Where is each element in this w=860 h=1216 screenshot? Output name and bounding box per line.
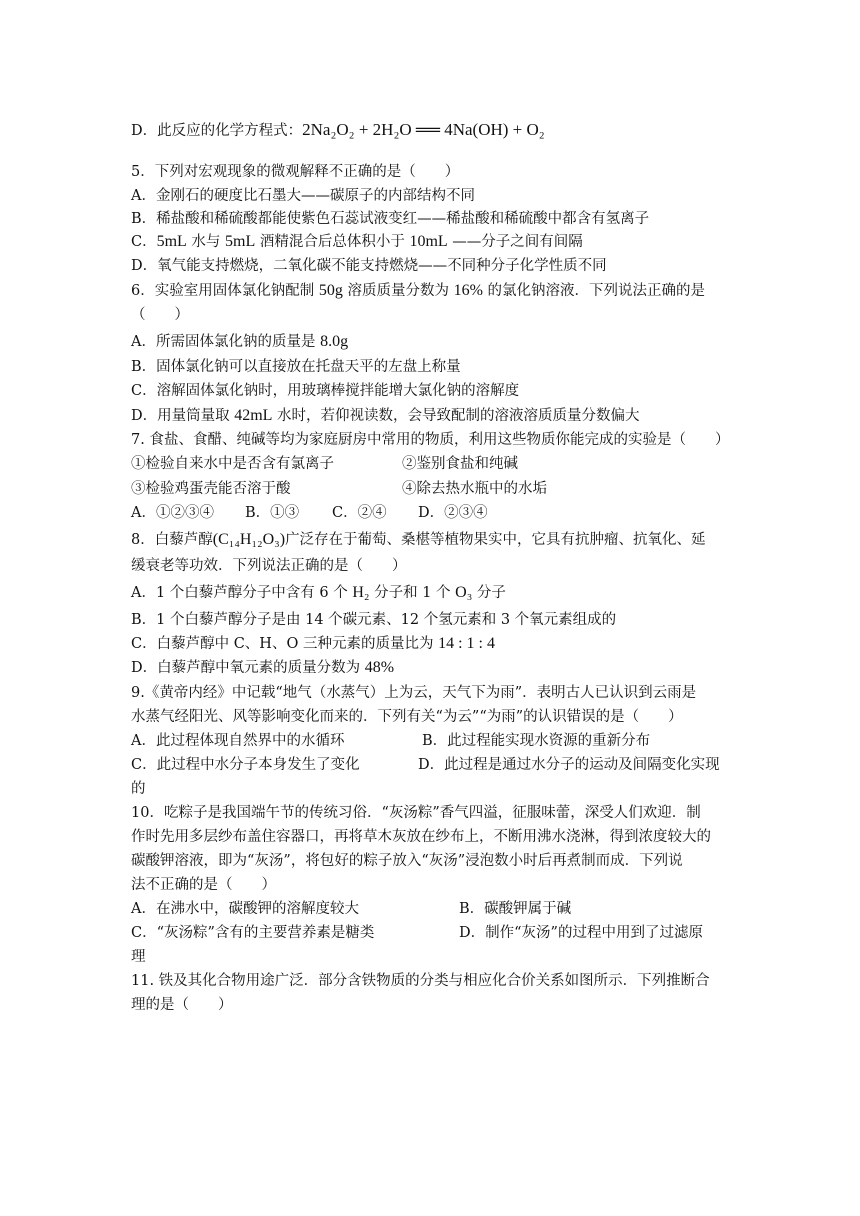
q5-option-a: A．金刚石的硬度比石墨大——碳原子的内部结构不同: [131, 188, 475, 204]
q8-option-d-percent: 48%: [364, 659, 395, 676]
q10-stem-line-1: 10．吃粽子是我国端午节的传统习俗．“灰汤粽”香气四溢，征服味蕾，深受人们欢迎．制: [131, 805, 701, 821]
q6-option-d: [131, 406, 640, 426]
q6-option-d-text-1: D．用量筒量取: [131, 408, 235, 424]
q8-option-c-text: C．白藜芦醇中 C、H、O 三种元素的质量比为: [131, 636, 439, 652]
q5-option-c-prefix: C．: [131, 234, 157, 250]
q9-option-c: C．此过程中水分子本身发生了变化: [131, 757, 360, 773]
q8-option-c-ratio: 14 : 1 : 4: [438, 635, 495, 652]
q5-option-b: B．稀盐酸和稀硫酸都能使紫色石蕊试液变红——稀盐酸和稀硫酸中都含有氢离子: [131, 211, 650, 227]
q8-option-d-text: D．白藜芦醇中氧元素的质量分数为: [131, 660, 365, 676]
q10-option-a: A．在沸水中，碳酸钾的溶解度较大: [131, 901, 359, 917]
q6-option-d-volume: 42mL: [234, 407, 273, 424]
q6-stem-text-1: 6．实验室用固体氯化钠配制: [131, 283, 319, 299]
q8-option-b: B．1 个白藜芦醇分子是由 14 个碳元素、12 个氢元素和 3 个氧元素组成的: [131, 612, 617, 628]
q6-percent: 16%: [453, 282, 483, 299]
q6-mass: 50g: [318, 282, 343, 299]
q7-option-c: C．②④: [332, 505, 387, 521]
q10-stem-line-2: 作时先用多层纱布盖住容器口，再将草木灰放在纱布上，不断用沸水浇淋，得到浓度较大的: [131, 829, 711, 845]
q8-option-a-text-1: A．1 个白藜芦醇分子中含有 6 个: [131, 585, 353, 601]
q10-option-d-continued: 理: [131, 949, 146, 965]
q5-stem: 5．下列对宏观现象的微观解释不正确的是（ ）: [131, 164, 460, 180]
q7-stem: 7. 食盐、食醋、纯碱等均为家庭厨房中常用的物质，利用这些物质你能完成的实验是（ ）: [131, 432, 730, 448]
q5-c-volume-alcohol: 5mL: [225, 233, 256, 250]
q9-option-d: D．此过程是通过水分子的运动及间隔变化实现: [418, 757, 720, 773]
q10-stem-line-4: 法不正确的是（ ）: [131, 877, 276, 893]
q6-stem-text-2: 溶质质量分数为: [342, 283, 454, 299]
q7-option-a: A．①②③④: [131, 505, 214, 521]
q8-stem-line-2: 缓衰老等功效．下列说法正确的是（ ）: [131, 558, 407, 574]
q7-item-4: ④除去热水瓶中的水垢: [402, 481, 547, 497]
q10-stem-line-3: 碳酸钾溶液，即为“灰汤”，将包好的粽子放入“灰汤”浸泡数小时后再煮制而成．下列说: [131, 853, 683, 869]
q5-option-c: [131, 232, 583, 252]
q5-c-text-2: 酒精混合后总体积小于: [255, 234, 410, 250]
q8-option-a-h2: H₂: [352, 584, 370, 601]
q4-equation: 2Na₂O₂ + 2H₂O ══ 4Na(OH) + O₂: [302, 120, 545, 139]
q7-item-1: ①检验自来水中是否含有氯离子: [131, 456, 334, 472]
q8-stem-text-2: 广泛存在于葡萄、桑椹等植物果实中，它具有抗肿瘤、抗氧化、延: [285, 532, 706, 548]
q11-stem-line-2: 理的是（ ）: [131, 997, 233, 1013]
q8-option-a: [131, 583, 506, 603]
q5-option-d: D．氧气能支持燃烧，二氧化碳不能支持燃烧——不同种分子化学性质不同: [131, 258, 607, 274]
q6-answer-paren: （ ）: [131, 307, 189, 323]
q10-option-c: C．“灰汤粽”含有的主要营养素是糖类: [131, 925, 375, 941]
q4-option-d: [131, 120, 545, 141]
q5-c-text-1: 水与: [186, 234, 226, 250]
q9-stem-line-2: 水蒸气经阳光、风等影响变化而来的．下列有关“为云”“为雨”的认识错误的是（ ）: [131, 709, 683, 725]
q7-option-b: B．①③: [245, 505, 300, 521]
q9-stem-line-1: 9.《黄帝内经》中记载“地气（水蒸气）上为云，天气下为雨”．表明古人已认识到云雨是: [131, 685, 697, 701]
q8-option-a-text-2: 分子和 1 个: [369, 585, 456, 601]
q4-option-d-label: D．此反应的化学方程式：: [131, 123, 303, 139]
q9-option-b: B．此过程能实现水资源的重新分布: [422, 733, 651, 749]
q9-option-d-continued: 的: [131, 781, 146, 797]
q6-option-b: B．固体氯化钠可以直接放在托盘天平的左盘上称量: [131, 359, 461, 375]
q6-option-a-mass: 8.0g: [320, 333, 349, 350]
q6-stem-text-3: 的氯化钠溶液．下列说法正确的是: [482, 283, 705, 299]
q7-item-2: ②鉴别食盐和纯碱: [402, 456, 518, 472]
q10-option-d: D．制作“灰汤”的过程中用到了过滤原: [459, 925, 703, 941]
q8-option-a-text-3: 分子: [472, 585, 506, 601]
q7-item-3: ③检验鸡蛋壳能否溶于酸: [131, 481, 291, 497]
q6-stem: [131, 281, 705, 301]
q5-c-text-3: ——分子之间有间隔: [447, 234, 583, 250]
q8-option-a-o3: O₃: [455, 584, 473, 601]
q5-c-volume-total: 10mL: [409, 233, 448, 250]
q10-option-b: B．碳酸钾属于碱: [459, 901, 572, 917]
q8-stem-text-1: 8．白藜芦醇: [131, 532, 213, 548]
q7-option-d: D．②③④: [418, 505, 488, 521]
q6-option-a: [131, 332, 348, 352]
q9-option-a: A．此过程体现自然界中的水循环: [131, 733, 345, 749]
q8-option-c: [131, 634, 495, 654]
q6-option-d-text-2: 水时，若仰视读数，会导致配制的溶液溶质质量分数偏大: [272, 408, 640, 424]
q6-option-c: C．溶解固体氯化钠时，用玻璃棒搅拌能增大氯化钠的溶解度: [131, 383, 520, 399]
q8-formula: (C₁₄H₁₂O₃): [212, 531, 286, 548]
q11-stem-line-1: 11. 铁及其化合物用途广泛．部分含铁物质的分类与相应化合价关系如图所示．下列推断合: [131, 973, 710, 989]
q5-c-volume-water: 5mL: [156, 233, 187, 250]
q8-stem: [131, 530, 706, 550]
q6-option-a-text: A．所需固体氯化钠的质量是: [131, 334, 321, 350]
q8-option-d: [131, 658, 394, 678]
